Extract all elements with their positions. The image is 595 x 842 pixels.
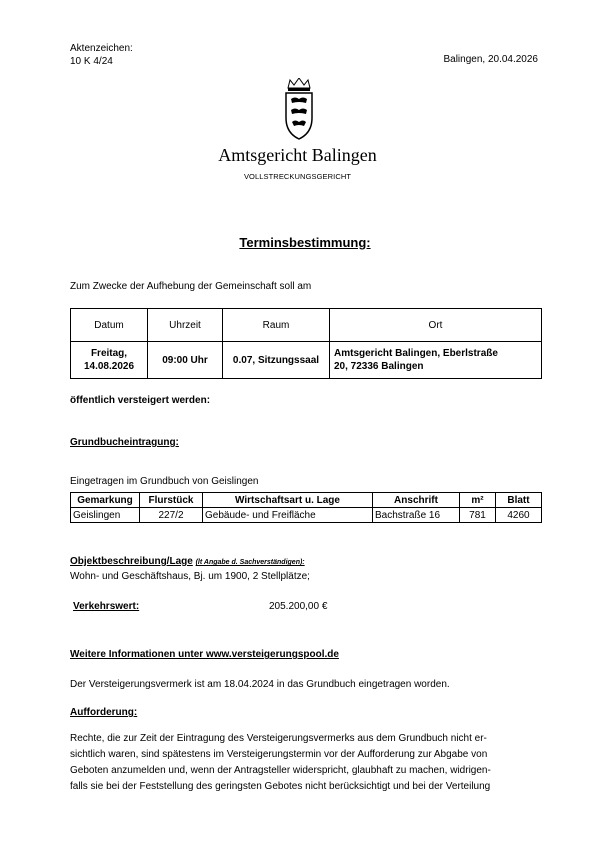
paragraph-line: Geboten anzumelden und, wenn der Antragsteller widerspricht, glaubhaft zu machen, widrigen- xyxy=(70,765,491,776)
header-cell: Blatt xyxy=(496,493,542,508)
time-cell: 09:00 Uhr xyxy=(148,342,223,379)
table-row xyxy=(71,342,542,379)
header-cell: Raum xyxy=(223,309,330,342)
header-cell: Datum xyxy=(71,309,148,342)
place-line: 20, 72336 Balingen xyxy=(334,361,424,372)
header-cell: m² xyxy=(460,493,496,508)
object-heading-label: Objektbeschreibung/Lage xyxy=(70,556,193,567)
date-weekday: Freitag, xyxy=(90,348,128,359)
note-text: Der Versteigerungsvermerk ist am 18.04.2024 in das Grundbuch eingetragen worden. xyxy=(70,679,450,690)
table-cell: 4260 xyxy=(496,508,542,523)
place-date: Balingen, 20.04.2026 xyxy=(443,54,538,65)
object-description: Wohn- und Geschäftshaus, Bj. um 1900, 2 Stellplätze; xyxy=(70,571,310,582)
land-register-heading: Grundbucheintragung: xyxy=(70,437,179,448)
market-value: 205.200,00 € xyxy=(269,601,328,612)
coat-of-arms-icon xyxy=(282,78,316,140)
appointment-table xyxy=(70,308,542,379)
paragraph-line: sichtlich waren, sind spätestens im Versteigerungstermin vor der Aufforderung zur Abgabe von xyxy=(70,749,488,760)
place-line: Amtsgericht Balingen, Eberlstraße xyxy=(334,348,498,359)
table-cell: Gebäude- und Freifläche xyxy=(203,508,373,523)
header-cell: Anschrift xyxy=(373,493,460,508)
request-heading: Aufforderung: xyxy=(70,707,138,718)
reference-label: Aktenzeichen: xyxy=(70,43,133,54)
header-cell: Wirtschaftsart u. Lage xyxy=(203,493,373,508)
object-heading xyxy=(70,556,305,567)
table-header-row xyxy=(71,309,542,342)
intro-text: Zum Zwecke der Aufhebung der Gemeinschaft soll am xyxy=(70,281,312,292)
more-info-link[interactable]: Weitere Informationen unter www.versteigerungspool.de xyxy=(70,649,339,660)
place-cell xyxy=(330,342,542,379)
table-cell: Bachstraße 16 xyxy=(373,508,460,523)
date-value: 14.08.2026 xyxy=(83,361,135,372)
request-paragraph xyxy=(70,731,545,795)
paragraph-line: falls sie bei der Feststellung des geringsten Gebotes nicht berücksichtigt und bei der Verteilung xyxy=(70,781,491,792)
table-header-row xyxy=(71,493,542,508)
table-cell: Geislingen xyxy=(71,508,140,523)
object-heading-note: (lt Angabe d. Sachverständigen): xyxy=(195,559,305,566)
land-register-table xyxy=(70,492,542,523)
court-name: Amtsgericht Balingen xyxy=(218,145,377,165)
date-cell xyxy=(71,342,148,379)
court-subtitle: VOLLSTRECKUNGSGERICHT xyxy=(243,172,352,181)
table-cell: 227/2 xyxy=(140,508,203,523)
registered-in-text: Eingetragen im Grundbuch von Geislingen xyxy=(70,476,259,487)
header-cell: Gemarkung xyxy=(71,493,140,508)
header-cell: Uhrzeit xyxy=(148,309,223,342)
reference-block xyxy=(70,42,133,68)
header-cell: Ort xyxy=(330,309,542,342)
header-cell: Flurstück xyxy=(140,493,203,508)
market-value-label: Verkehrswert: xyxy=(73,601,140,612)
table-row xyxy=(71,508,542,523)
auction-text: öffentlich versteigert werden: xyxy=(70,395,211,406)
reference-number: 10 K 4/24 xyxy=(70,56,113,67)
page-title: Terminsbestimmung: xyxy=(239,235,371,250)
room-cell: 0.07, Sitzungssaal xyxy=(223,342,330,379)
table-cell: 781 xyxy=(460,508,496,523)
paragraph-line: Rechte, die zur Zeit der Eintragung des Versteigerungsvermerks aus dem Grundbuch nicht er- xyxy=(70,733,487,744)
